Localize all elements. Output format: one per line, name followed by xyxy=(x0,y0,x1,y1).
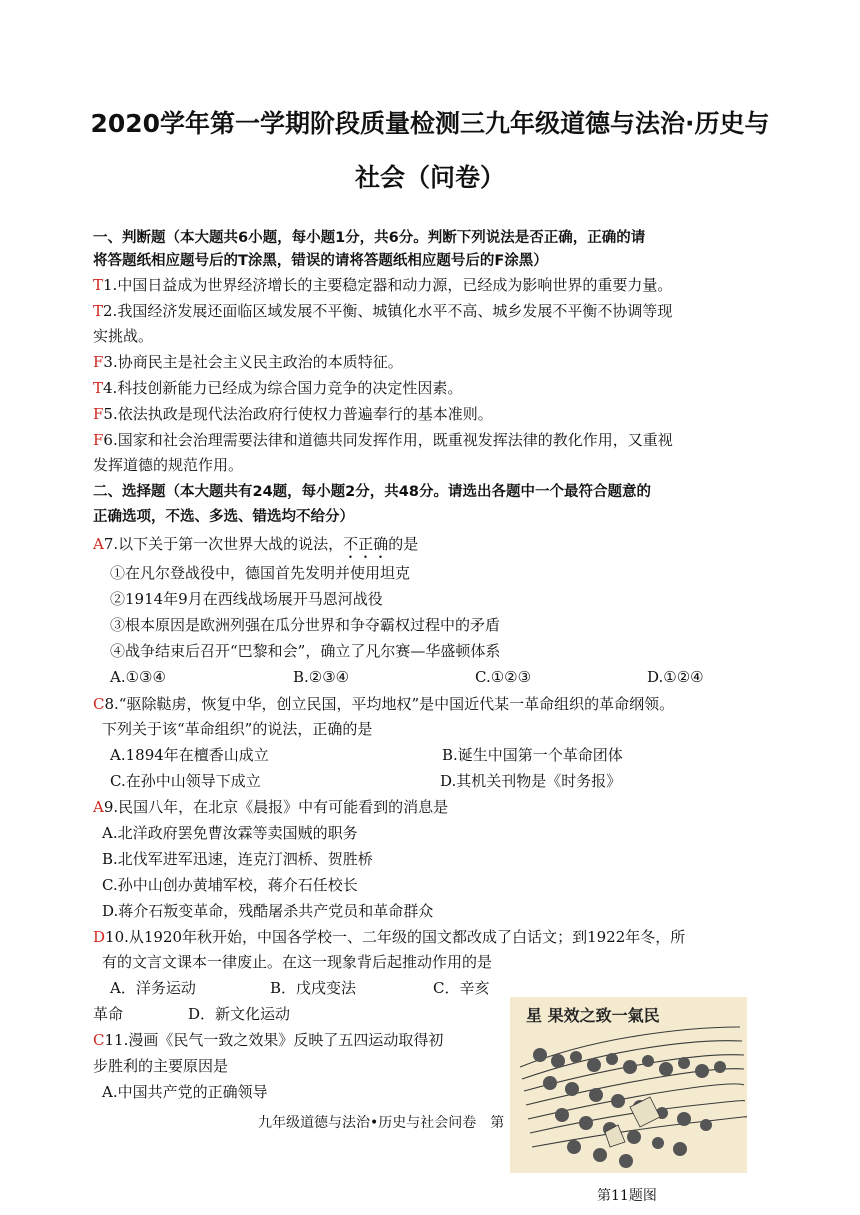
answer-mark: A xyxy=(93,798,104,816)
cartoon-image xyxy=(510,997,747,1173)
question-10-option-d: D．新文化运动 xyxy=(188,1005,291,1023)
answer-mark: F xyxy=(93,405,104,423)
answer-mark: F xyxy=(93,431,104,449)
answer-mark: F xyxy=(93,353,104,371)
stem-text: 9.民国八年，在北京《晨报》中有可能看到的消息是 xyxy=(103,798,449,816)
stem-text: 8.“驱除鞑虏，恢复中华，创立民国，平均地权”是中国近代某一革命组织的革命纲领。 xyxy=(104,695,675,713)
answer-mark: C xyxy=(93,695,105,713)
question-10-stem xyxy=(93,926,773,948)
cartoon-drawing xyxy=(510,997,747,1173)
judgment-item-5 xyxy=(93,403,773,425)
question-7-option-b: B.②③④ xyxy=(293,668,350,686)
question-11-stem-cont: 步胜利的主要原因是 xyxy=(93,1057,229,1075)
item-text: 2.我国经济发展还面临区域发展不平衡、城镇化水平不高、城乡发展不平衡不协调等现 xyxy=(103,302,673,320)
question-9-option-a: A.北洋政府罢免曹汝霖等卖国贼的职务 xyxy=(102,824,358,842)
question-10-option-b: B．戊戌变法 xyxy=(270,979,357,997)
question-7-statement-4: ④战争结束后召开“巴黎和会”，确立了凡尔赛—华盛顿体系 xyxy=(110,642,501,660)
answer-mark: D xyxy=(93,928,106,946)
question-7-option-c: C.①②③ xyxy=(475,668,532,686)
stem-text-end: 的是 xyxy=(388,535,419,553)
question-8-option-c: C.在孙中山领导下成立 xyxy=(110,772,261,790)
item-text: 3.协商民主是社会主义民主政治的本质特征。 xyxy=(103,353,403,371)
question-8-option-a: A.1894年在檀香山成立 xyxy=(110,746,269,764)
cartoon-caption-text: 星 果效之致一氣民 xyxy=(526,1006,660,1025)
question-8-option-b: B.诞生中国第一个革命团体 xyxy=(442,746,623,764)
answer-mark: A xyxy=(93,535,104,553)
judgment-item-4 xyxy=(93,377,773,399)
section2-header-line2: 正确选项，不选、多选、错选均不给分） xyxy=(93,509,354,525)
page-footer: 九年级道德与法治•历史与社会问卷 第 xyxy=(258,1115,505,1131)
section2-header-line1: 二、选择题（本大题共有24题，每小题2分，共48分。请选出各题中一个最符合题意的 xyxy=(93,484,651,500)
question-7-statement-2: ②1914年9月在西线战场展开马恩河战役 xyxy=(110,590,383,608)
question-7-statement-1: ①在凡尔登战役中，德国首先发明并使用坦克 xyxy=(110,564,411,582)
question-10-option-a: A．洋务运动 xyxy=(110,979,196,997)
item-text: 1.中国日益成为世界经济增长的主要稳定器和动力源，已经成为影响世界的重要力量。 xyxy=(103,276,673,294)
question-7-statement-3: ③根本原因是欧洲列强在瓜分世界和争夺霸权过程中的矛盾 xyxy=(110,616,501,634)
question-7-option-a: A.①③④ xyxy=(110,668,166,686)
item-text: 5.依法执政是现代法治政府行使权力普遍奉行的基本准则。 xyxy=(103,405,493,423)
item-text: 4.科技创新能力已经成为综合国力竞争的决定性因素。 xyxy=(103,379,463,397)
judgment-item-2-cont: 实挑战。 xyxy=(93,327,154,345)
question-9-stem xyxy=(93,796,773,818)
answer-mark: T xyxy=(93,276,104,294)
judgment-item-6-cont: 发挥道德的规范作用。 xyxy=(93,456,244,474)
question-10-option-c-cont: 革命 xyxy=(93,1005,124,1023)
judgment-item-2 xyxy=(93,300,773,322)
stem-text: 7.以下关于第一次世界大战的说法， xyxy=(103,535,344,553)
section1-header-line2: 将答题纸相应题号后的T涂黑，错误的请将答题纸相应题号后的F涂黑） xyxy=(93,253,548,269)
answer-mark: T xyxy=(93,379,104,397)
question-7-option-d: D.①②④ xyxy=(647,668,704,686)
answer-mark: C xyxy=(93,1031,105,1049)
question-9-option-c: C.孙中山创办黄埔军校，蒋介石任校长 xyxy=(102,876,358,894)
page-title-line1: 2020学年第一学期阶段质量检测三九年级道德与法治·历史与 xyxy=(90,109,770,138)
question-8-stem xyxy=(93,693,773,715)
page-title-line2: 社会（问卷） xyxy=(354,163,505,192)
question-10-stem-cont: 有的文言文课本一律废止。在这一现象背后起推动作用的是 xyxy=(102,953,493,971)
figure-caption: 第11题图 xyxy=(597,1188,657,1204)
judgment-item-1 xyxy=(93,274,773,296)
question-9-option-d: D.蒋介石叛变革命，残酷屠杀共产党员和革命群众 xyxy=(102,902,434,920)
stem-text: 10.从1920年秋开始，中国各学校一、二年级的国文都改成了白话文；到1922年冬，所 xyxy=(105,928,686,946)
stem-text: 11.漫画《民气一致之效果》反映了五四运动取得初 xyxy=(104,1031,444,1049)
question-11-option-a: A.中国共产党的正确领导 xyxy=(102,1083,268,1101)
emphasis-text: 不正确 xyxy=(343,535,389,553)
judgment-item-6 xyxy=(93,429,773,451)
item-text: 6.国家和社会治理需要法律和道德共同发挥作用，既重视发挥法律的教化作用，又重视 xyxy=(103,431,673,449)
question-8-stem-cont: 下列关于该“革命组织”的说法，正确的是 xyxy=(102,720,373,738)
question-10-option-c: C．辛亥 xyxy=(433,979,490,997)
question-7-stem xyxy=(93,533,773,562)
judgment-item-3 xyxy=(93,351,773,373)
section1-header-line1: 一、判断题（本大题共6小题，每小题1分，共6分。判断下列说法是否正确，正确的请 xyxy=(93,230,646,246)
question-8-option-d: D.其机关刊物是《时务报》 xyxy=(440,772,622,790)
question-9-option-b: B.北伐军进军迅速，连克汀泗桥、贺胜桥 xyxy=(102,850,373,868)
answer-mark: T xyxy=(93,302,104,320)
